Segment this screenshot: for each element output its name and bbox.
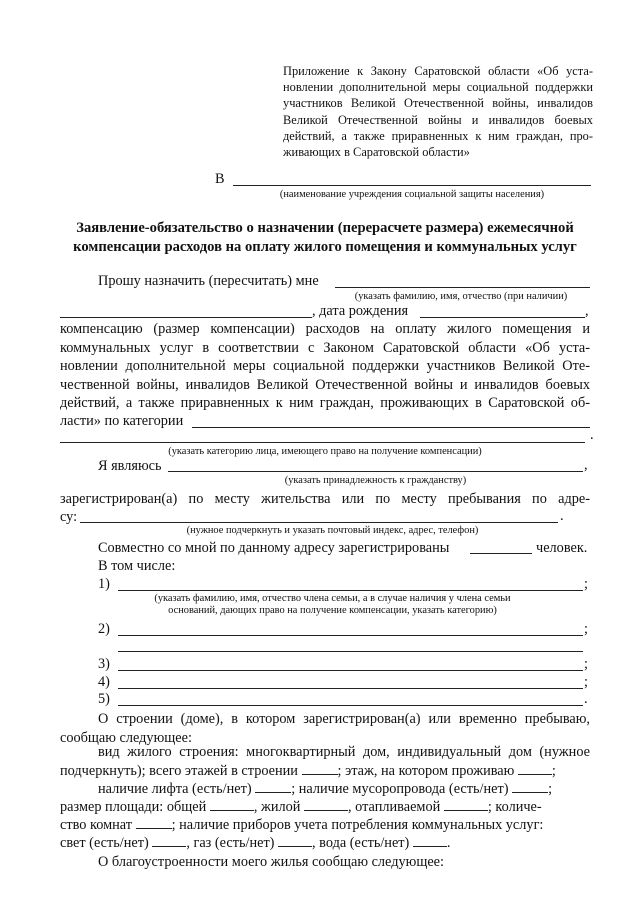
appendix-line: участников Великой Отечественной войны, инвалидов xyxy=(283,96,593,111)
appendix-line: Великой Отечественной войны и инвалидов боевых xyxy=(283,112,593,127)
category-period: . xyxy=(590,427,594,443)
building-intro-line: О строении (доме), в котором зарегистрирован(а) или временно пребываю, xyxy=(98,711,590,727)
elevator-label: наличие лифта (есть/нет) xyxy=(98,781,252,797)
member-semicolon: ; xyxy=(584,656,588,672)
fullname-caption: (указать фамилию, имя, отчество (при наличии) xyxy=(354,291,568,302)
category-label: ласти» по категории xyxy=(60,413,184,429)
floors-row xyxy=(60,761,556,780)
registration-line: зарегистрирован(а) по месту жительства или по месту пребывания по адре- xyxy=(60,491,590,507)
appendix-line: Приложение к Закону Саратовской области «Об уста- xyxy=(283,64,593,78)
citizenship-comma: , xyxy=(584,457,588,473)
rooms-field[interactable] xyxy=(136,815,172,829)
address-caption: (нужное подчеркнуть и указать почтовый индекс, адрес, телефон) xyxy=(186,525,479,536)
appendix-line: действий, а также приравненных к ним граждан, про- xyxy=(283,128,593,143)
body-line: новлении дополнительной меры социальной поддержки участников Великой Оте- xyxy=(60,358,590,374)
recipient-caption: (наименование учреждения социальной защиты населения) xyxy=(279,189,545,200)
category-caption: (указать категорию лица, имеющего право на получение компенсации) xyxy=(168,446,482,457)
cohabitants-count-line[interactable] xyxy=(470,553,532,554)
water-field[interactable] xyxy=(413,833,447,847)
fullname-line[interactable] xyxy=(335,287,590,288)
member-semicolon: ; xyxy=(584,621,588,637)
form-title xyxy=(60,219,590,257)
area-label: размер площади: общей xyxy=(60,799,207,815)
living-label: , жилой xyxy=(253,799,301,815)
body-line: действий, а также приравненных к ним граждан, проживающих в Саратовской об- xyxy=(60,395,590,411)
electric-field[interactable] xyxy=(152,833,186,847)
appendix-line: живающих в Саратовской области» xyxy=(283,145,470,160)
birthdate-line[interactable] xyxy=(420,317,585,318)
birth-comma: , xyxy=(585,303,589,319)
request-label: Прошу назначить (пересчитать) мне xyxy=(98,273,319,289)
title-line: компенсации расходов на оплату жилого помещения и коммунальных услуг xyxy=(73,239,577,255)
citizenship-line[interactable] xyxy=(168,471,583,472)
member-number: 5) xyxy=(98,691,110,707)
area-total-field[interactable] xyxy=(210,797,254,811)
title-line: Заявление-обязательство о назначении (перерасчете размера) ежемесячной xyxy=(76,220,574,236)
member-line-4[interactable] xyxy=(118,688,583,689)
recipient-prefix: В xyxy=(215,171,225,187)
area-living-field[interactable] xyxy=(304,797,348,811)
area-heated-field[interactable] xyxy=(444,797,488,811)
cohabitants-suffix: человек. xyxy=(536,540,588,556)
rooms-label: ство комнат xyxy=(60,817,132,833)
floors-field[interactable] xyxy=(302,761,338,775)
member-semicolon: ; xyxy=(584,576,588,592)
member-line-1[interactable] xyxy=(118,590,583,591)
body-line: чественной войны, инвалидов Великой Отечественной войны и инвалидов боевых xyxy=(60,376,590,393)
floor-field[interactable] xyxy=(518,761,552,775)
meters-period: . xyxy=(446,835,451,851)
citizenship-label: Я являюсь xyxy=(98,458,162,474)
building-type-line: вид жилого строения: многоквартирный дом, индивидуальный дом (нужное xyxy=(98,744,590,760)
member-period: . xyxy=(584,691,588,707)
gas-label: , газ (есть/нет) xyxy=(186,835,275,851)
fullname-continuation-line[interactable] xyxy=(60,317,312,318)
building-intro-line: сообщаю следующее: xyxy=(60,729,192,746)
body-line: компенсацию (размер компенсации) расходов на оплату жилого помещения и xyxy=(60,321,590,337)
water-label: , вода (есть/нет) xyxy=(312,835,410,851)
member-line-5[interactable] xyxy=(118,705,583,706)
member-number: 1) xyxy=(98,576,110,592)
rooms-row xyxy=(60,815,543,834)
floors-label: подчеркнуть); всего этажей в строении xyxy=(60,763,298,779)
appendix-line: новлении дополнительной меры социальной поддержки xyxy=(283,80,593,95)
elevator-row xyxy=(98,779,552,798)
chute-field[interactable] xyxy=(512,779,548,793)
recipient-line[interactable] xyxy=(233,185,591,186)
member-number: 4) xyxy=(98,674,110,690)
birth-label: , дата рождения xyxy=(312,303,409,319)
meters-row xyxy=(60,833,450,852)
cohabitants-label: Совместно со мной по данному адресу зарегистрированы xyxy=(98,540,450,556)
member-number: 3) xyxy=(98,656,110,672)
member-caption-line: (указать фамилию, имя, отчество члена семьи, а в случае наличия у члена семьи xyxy=(154,593,511,604)
member-semicolon: ; xyxy=(584,674,588,690)
member-caption-line: оснований, дающих право на получение компенсации, указать категорию) xyxy=(168,605,497,616)
member-number: 2) xyxy=(98,621,110,637)
heated-label: , отапливаемой xyxy=(348,799,441,815)
building-intro xyxy=(60,710,590,747)
request-body xyxy=(60,320,590,413)
chute-label: ; наличие мусоропровода (есть/нет) xyxy=(291,781,509,797)
address-period: . xyxy=(560,508,564,524)
floor-label: ; этаж, на котором проживаю xyxy=(337,763,515,779)
address-line[interactable] xyxy=(80,522,558,523)
appendix-note xyxy=(283,63,593,160)
gas-field[interactable] xyxy=(278,833,312,847)
category-line[interactable] xyxy=(192,427,590,428)
member-line-2[interactable] xyxy=(118,635,583,636)
electric-label: свет (есть/нет) xyxy=(60,835,149,851)
count-label: ; количе- xyxy=(487,799,542,815)
building-type xyxy=(60,743,590,762)
floors-semicolon: ; xyxy=(551,763,556,779)
meters-label: ; наличие приборов учета потребления коммунальных услуг: xyxy=(171,817,544,833)
registration-text xyxy=(60,490,590,509)
address-label: су: xyxy=(60,509,78,525)
including-label: В том числе: xyxy=(98,558,176,574)
body-line: коммунальных услуг в соответствии с Законом Саратовской области «Об уста- xyxy=(60,339,590,356)
member-line-2-continuation[interactable] xyxy=(118,651,583,652)
area-row xyxy=(60,797,542,816)
chute-semicolon: ; xyxy=(548,781,553,797)
amenities-label: О благоустроенности моего жилья сообщаю следующее: xyxy=(98,854,444,870)
member-caption xyxy=(100,593,565,617)
citizenship-caption: (указать принадлежность к гражданству) xyxy=(284,475,467,486)
elevator-field[interactable] xyxy=(255,779,291,793)
category-continuation-line[interactable] xyxy=(60,442,585,443)
member-line-3[interactable] xyxy=(118,670,583,671)
